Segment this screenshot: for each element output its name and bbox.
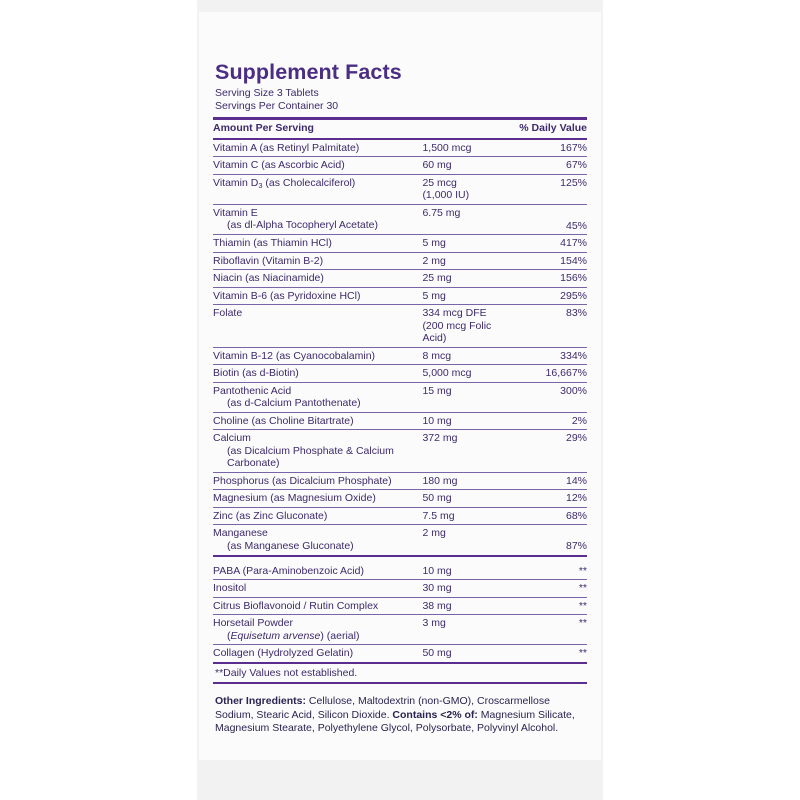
ingredient-dv: **: [512, 580, 587, 598]
nutrient-amount: [422, 174, 512, 204]
nutrient-name-text: Manganese: [213, 527, 268, 539]
subscript-3: 3: [258, 180, 263, 190]
table-row: [213, 430, 587, 473]
ingredient-name-sub: (Equisetum arvense) (aerial): [227, 629, 360, 642]
nutrient-dv-text: 87%: [565, 540, 587, 552]
nutrient-amount: 5 mg: [422, 287, 512, 305]
nutrient-name: Niacin (as Niacinamide): [213, 270, 422, 288]
nutrient-name: Riboflavin (Vitamin B-2): [213, 252, 422, 270]
nutrient-name: Zinc (as Zinc Gluconate): [213, 507, 422, 525]
nutrient-amount: 15 mg: [422, 382, 512, 412]
ingredient-amount: 10 mg: [422, 564, 452, 577]
nutrient-dv: 12%: [512, 490, 587, 508]
nutrient-name: Choline (as Choline Bitartrate): [213, 412, 422, 430]
footnote-cell: [213, 663, 587, 684]
table-row: [213, 525, 587, 556]
nutrient-amount-secondary: (1,000 IU): [422, 189, 470, 201]
nutrient-dv: 68%: [512, 507, 587, 525]
nutrient-dv: 2%: [512, 412, 587, 430]
nutrient-name: Thiamin (as Thiamin HCl): [213, 235, 422, 253]
table-row: [213, 139, 587, 157]
nutrient-amount: 5 mg: [422, 235, 512, 253]
table-header-row: [213, 119, 587, 139]
supplement-facts-panel: [199, 12, 601, 736]
nutrient-dv: [512, 204, 587, 235]
ingredient-amount: 3 mg: [422, 615, 512, 645]
nutrient-amount: 180 mg: [422, 472, 512, 490]
footnote-row: [213, 663, 587, 684]
nutrient-amount: 7.5 mg: [422, 507, 512, 525]
serving-size: Serving Size 3 Tablets: [215, 87, 319, 99]
nutrient-amount: 2 mg: [422, 525, 512, 556]
nutrient-dv: 334%: [512, 347, 587, 365]
nutrient-name-text: Vitamin E: [213, 206, 258, 219]
nutrient-dv: 295%: [512, 287, 587, 305]
section-divider-mid: [422, 556, 512, 563]
section-divider-row: [213, 556, 587, 563]
nutrient-name-text: Calcium: [213, 432, 251, 444]
table-row: [213, 490, 587, 508]
ingredient-dv: **: [512, 615, 587, 645]
nutrient-name-sub: (as d-Calcium Pantothenate): [227, 397, 361, 409]
nutrient-amount: 25 mg: [422, 270, 512, 288]
table-row: [213, 382, 587, 412]
nutrient-dv-text: 45%: [565, 219, 587, 232]
table-row: [213, 563, 587, 580]
other-ingredients: [213, 695, 587, 736]
contains-text: Magnesium Silicate, Magnesium Stearate, Polyethylene Glycol, Polysorbate, Polyvinyl Alcohol.: [215, 708, 575, 734]
table-row: [213, 305, 587, 348]
nutrient-amount: [422, 305, 512, 348]
nutrient-amount: 1,500 mcg: [422, 139, 512, 157]
nutrient-amount: 50 mg: [422, 490, 512, 508]
ingredient-dv: **: [512, 645, 587, 663]
ingredient-dv: **: [578, 564, 587, 577]
table-row: [213, 365, 587, 383]
nutrient-name: [213, 174, 422, 204]
page-title: Supplement Facts: [215, 60, 402, 84]
nutrient-dv: 156%: [512, 270, 587, 288]
nutrient-dv: 125%: [512, 174, 587, 204]
ingredient-dv: **: [512, 597, 587, 615]
nutrient-amount: 2 mg: [422, 252, 512, 270]
nutrient-dv: 14%: [512, 472, 587, 490]
table-row: [213, 347, 587, 365]
nutrient-name-text: Pantothenic Acid: [213, 384, 292, 397]
ingredient-amount: 30 mg: [422, 580, 512, 598]
nutrient-name: Vitamin C (as Ascorbic Acid): [213, 157, 422, 175]
nutrient-amount: 8 mcg: [422, 347, 512, 365]
nutrient-dv: 16,667%: [512, 365, 587, 383]
servings-per-container: Servings Per Container 30: [215, 99, 339, 112]
table-row: [213, 507, 587, 525]
nutrient-dv: 83%: [512, 305, 587, 348]
ingredient-name: [213, 615, 422, 645]
table-row: [213, 174, 587, 204]
table-row: [213, 270, 587, 288]
bottom-rule-row: [213, 683, 587, 684]
ingredient-amount: 38 mg: [422, 597, 512, 615]
nutrient-name: [213, 204, 422, 235]
table-row: [213, 615, 587, 645]
column-header-spacer: [422, 119, 512, 139]
nutrient-name: Vitamin B-6 (as Pyridoxine HCl): [213, 287, 422, 305]
nutrient-name: [213, 430, 422, 473]
table-row: [213, 204, 587, 235]
nutrient-name-text: Vitamin D3 (as Cholecalciferol): [213, 176, 356, 190]
table-row: [213, 157, 587, 175]
facts-table-body: [213, 119, 587, 685]
ingredient-amount: 50 mg: [422, 645, 512, 663]
latin-name: Equisetum arvense: [230, 629, 321, 642]
nutrient-name: Magnesium (as Magnesium Oxide): [213, 490, 422, 508]
nutrient-name-sub: (as dl-Alpha Tocopheryl Acetate): [227, 219, 378, 231]
table-row: [213, 412, 587, 430]
ingredient-name: Collagen (Hydrolyzed Gelatin): [213, 645, 422, 663]
nutrient-name-sub: (as Dicalcium Phosphate & Calcium Carbonate): [227, 444, 394, 469]
section-divider-left: [213, 556, 422, 563]
nutrient-amount: 5,000 mcg: [422, 365, 512, 383]
nutrient-dv: 154%: [512, 252, 587, 270]
nutrient-name: Vitamin A (as Retinyl Palmitate): [213, 139, 422, 157]
table-row: [213, 597, 587, 615]
nutrient-dv: 417%: [512, 235, 587, 253]
bottom-rule: [213, 683, 587, 684]
column-header-daily-value: % Daily Value: [512, 119, 587, 139]
nutrient-dv: 300%: [512, 382, 587, 412]
nutrient-name: Vitamin B-12 (as Cyanocobalamin): [213, 347, 422, 365]
nutrient-dv: 29%: [512, 430, 587, 473]
nutrient-amount-secondary: (200 mcg Folic Acid): [422, 319, 492, 344]
table-row: [213, 235, 587, 253]
table-row: [213, 287, 587, 305]
section-divider-right: [512, 556, 587, 563]
nutrient-amount: 372 mg: [422, 430, 512, 473]
nutrient-name: Biotin (as d-Biotin): [213, 365, 422, 383]
nutrient-amount-primary: 25 mcg: [422, 176, 457, 189]
table-row: [213, 252, 587, 270]
other-ingredients-text: Cellulose, Maltodextrin (non-GMO), Croscarmellose Sodium, Stearic Acid, Silicon Dioxide.: [215, 695, 550, 721]
table-row: [213, 472, 587, 490]
nutrient-dv: 167%: [512, 139, 587, 157]
nutrient-name: Phosphorus (as Dicalcium Phosphate): [213, 472, 422, 490]
ingredient-name: PABA (Para-Aminobenzoic Acid): [213, 564, 364, 577]
nutrient-amount: 10 mg: [422, 412, 512, 430]
nutrient-dv: [512, 525, 587, 556]
nutrient-name: Folate: [213, 305, 422, 348]
nutrient-amount: 6.75 mg: [422, 204, 512, 235]
contains-label: Contains <2% of:: [392, 708, 478, 721]
daily-value-footnote: **Daily Values not established.: [215, 666, 358, 679]
other-ingredients-label: Other Ingredients:: [215, 695, 307, 707]
nutrient-amount: 60 mg: [422, 157, 512, 175]
column-header-amount: Amount Per Serving: [213, 119, 422, 139]
supplement-facts-table: [213, 117, 587, 684]
table-row: [213, 645, 587, 663]
ingredient-name-text: Horsetail Powder: [213, 617, 293, 629]
nutrient-dv: 67%: [512, 157, 587, 175]
ingredient-name: Inositol: [213, 580, 422, 598]
ingredient-name: Citrus Bioflavonoid / Rutin Complex: [213, 597, 422, 615]
nutrient-name: [213, 382, 422, 412]
nutrient-amount-primary: 334 mcg DFE: [422, 307, 487, 319]
nutrient-name-sub: (as Manganese Gluconate): [227, 539, 354, 552]
table-row: [213, 580, 587, 598]
nutrient-name: [213, 525, 422, 556]
